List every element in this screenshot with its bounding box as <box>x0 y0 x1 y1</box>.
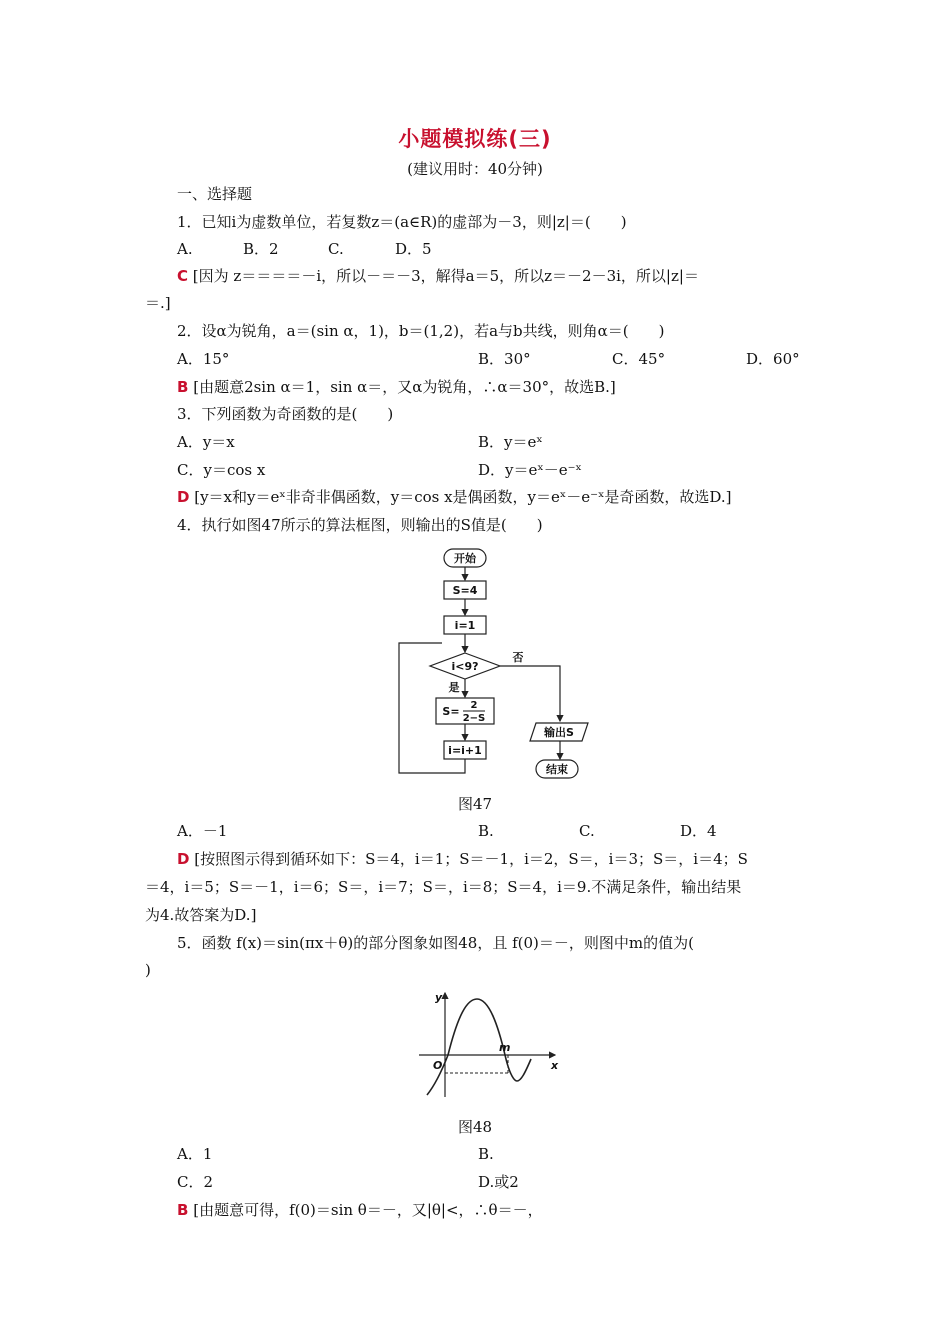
q1-explain-2: ＝.] <box>145 294 171 312</box>
page-title: 小题模拟练(三) <box>398 127 552 151</box>
q3-option-d: D．y＝eˣ－e⁻ˣ <box>478 461 582 479</box>
q5-stem-1: 5．函数 f(x)＝sin(πx＋θ)的部分图象如图48，且 f(0)＝－，则图中m的值为( <box>177 934 694 952</box>
q4-explain-3: 为4.故答案为D.] <box>145 906 257 924</box>
flow-s-init-label: S=4 <box>452 584 478 597</box>
figure-47-caption: 图47 <box>457 795 493 813</box>
q4-answer: D <box>177 850 190 868</box>
q5-option-c: C．2 <box>177 1173 214 1191</box>
q4-explain-2: ＝4，i＝5；S＝－1，i＝6；S＝，i＝7；S＝，i＝8；S＝4，i＝9.不满足条件，输出结果 <box>145 878 742 896</box>
flow-assign-den: 2−S <box>462 713 486 724</box>
q3-answer: D <box>177 488 190 506</box>
q2-stem: 2．设α为锐角，a＝(sin α，1)，b＝(1,2)，若a与b共线，则角α＝( ) <box>177 322 665 340</box>
q5-explain: [由题意可得，f(0)＝sin θ＝－，又|θ|<，∴θ＝－， <box>193 1201 543 1219</box>
q3-option-b: B．y＝eˣ <box>478 433 543 451</box>
q2-solution <box>177 377 616 397</box>
q5-option-a: A．1 <box>177 1145 213 1163</box>
q4-solution <box>177 849 748 869</box>
sine-curve <box>427 999 531 1095</box>
q4-option-d: D．4 <box>680 822 717 840</box>
q5-option-b: B. <box>478 1145 494 1163</box>
q5-option-d: D.或2 <box>478 1173 519 1191</box>
q4-explain-1: [按照图示得到循环如下：S＝4，i＝1；S＝－1，i＝2，S＝，i＝3；S＝，i＝4；S <box>194 850 748 868</box>
section-heading: 一、选择题 <box>177 185 253 203</box>
flow-output-label: 输出S <box>544 726 574 739</box>
q1-explain-1: [因为 z＝＝＝＝－i，所以－＝－3，解得a＝5，所以z＝－2－3i，所以|z|＝ <box>192 267 699 285</box>
figure-48-caption: 图48 <box>457 1118 493 1136</box>
q4-stem: 4．执行如图47所示的算法框图，则输出的S值是( ) <box>177 516 543 534</box>
graph-origin-label: O <box>433 1059 443 1072</box>
q5-answer: B <box>177 1201 189 1219</box>
q2-explain: [由题意2sin α＝1，sin α＝，又α为锐角，∴α＝30°，故选B.] <box>193 378 616 396</box>
flowchart-figure-47 <box>390 545 600 785</box>
q1-option-c: C. <box>328 240 344 258</box>
q3-option-a: A．y＝x <box>177 433 235 451</box>
q2-option-a: A．15° <box>177 350 230 368</box>
q3-stem: 3．下列函数为奇函数的是( ) <box>177 405 394 423</box>
q1-solution <box>177 266 699 286</box>
flow-assign-prefix: S= <box>442 705 460 718</box>
q4-option-c: C. <box>579 822 595 840</box>
flow-start-label: 开始 <box>454 552 476 565</box>
q4-option-b: B. <box>478 822 494 840</box>
q5-solution <box>177 1200 543 1220</box>
flow-no-label: 否 <box>512 651 524 664</box>
q3-solution <box>177 487 732 507</box>
graph-m-label: m <box>499 1041 511 1054</box>
q3-option-c: C．y＝cos x <box>177 461 266 479</box>
q5-stem-2: ) <box>145 961 151 979</box>
graph-x-label: x <box>551 1059 559 1072</box>
q1-stem: 1．已知i为虚数单位，若复数z＝(a∈R)的虚部为－3，则|z|＝( ) <box>177 213 627 231</box>
q1-option-b: B．2 <box>243 240 279 258</box>
flow-assign-num: 2 <box>470 700 478 711</box>
flow-incr-label: i=i+1 <box>448 744 482 757</box>
flow-i-init-label: i=1 <box>454 619 476 632</box>
q2-option-b: B．30° <box>478 350 531 368</box>
q1-option-a: A. <box>177 240 193 258</box>
q3-explain: [y＝x和y＝eˣ非奇非偶函数，y＝cos x是偶函数，y＝eˣ－e⁻ˣ是奇函数，故选D.] <box>194 488 732 506</box>
q2-answer: B <box>177 378 189 396</box>
q2-option-d: D．60° <box>746 350 800 368</box>
flow-end-label: 结束 <box>546 763 568 776</box>
flow-cond-label: i<9? <box>451 660 479 673</box>
q2-option-c: C．45° <box>612 350 666 368</box>
sine-graph-figure-48 <box>415 985 565 1105</box>
q1-option-d: D．5 <box>395 240 432 258</box>
graph-y-label: y <box>435 991 443 1004</box>
q4-option-a: A．－1 <box>177 822 228 840</box>
page-subtitle: (建议用时：40分钟) <box>407 160 543 178</box>
flow-yes-label: 是 <box>448 681 460 694</box>
q1-answer: C <box>177 267 189 285</box>
